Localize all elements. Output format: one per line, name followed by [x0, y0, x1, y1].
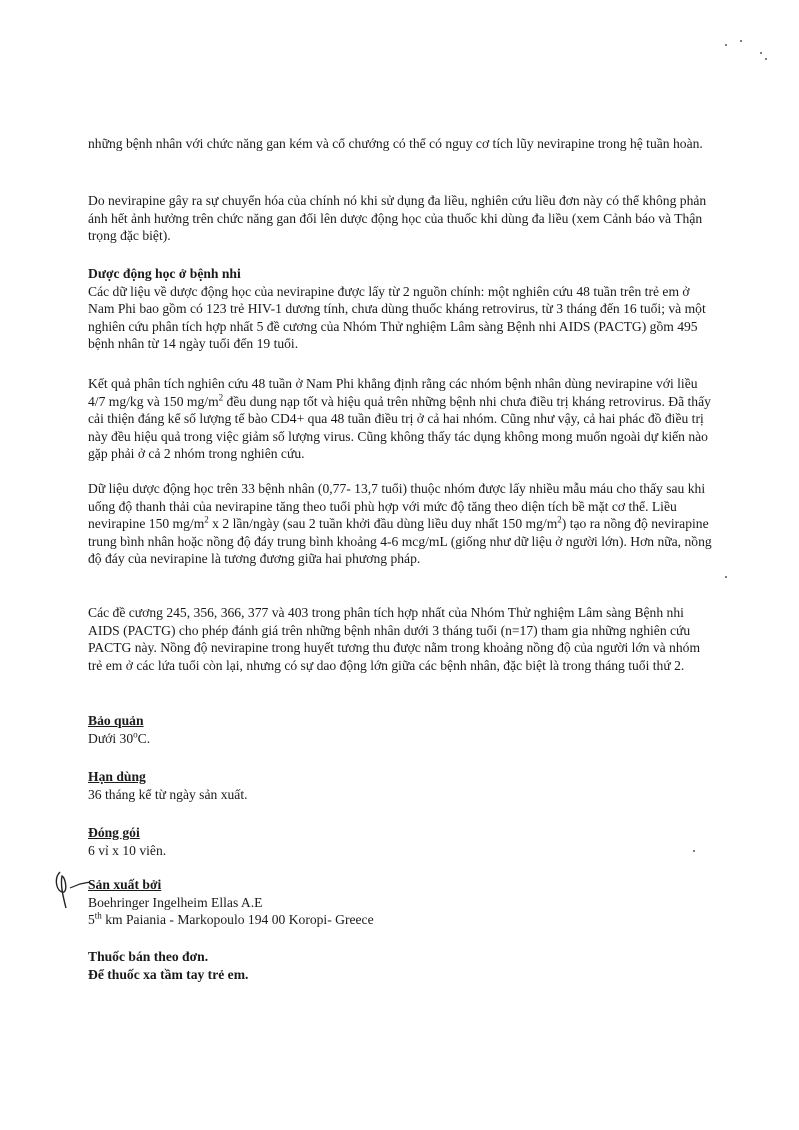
scan-speck: [693, 850, 695, 852]
paragraph-pk-data: [88, 480, 716, 568]
scan-speck: [765, 58, 767, 60]
paragraph-liver-accumulation: [88, 135, 716, 153]
manufacturer-name: Boehringer Ingelheim Ellas A.E: [88, 894, 263, 910]
paragraph-south-africa-study: [88, 375, 716, 463]
scan-speck: [725, 44, 727, 46]
section-pediatric-pk: [88, 265, 716, 353]
paragraph-multidose-note: [88, 192, 716, 245]
manufacturer-heading: Sản xuất bởi: [88, 877, 162, 892]
section-heading: Dược động học ở bệnh nhi: [88, 266, 241, 281]
scan-speck: [740, 40, 742, 42]
storage-heading: Bảo quản: [88, 713, 144, 728]
paragraph-pactg-protocols: [88, 604, 716, 674]
paragraph-text: Do nevirapine gây ra sự chuyển hóa của chính nó khi sử dụng đa liều, nghiên cứu liều đơn này có thể không phản ánh hết ảnh hưởng trên chức năng gan đối lên dược động học của thuốc khi dùng đa liều (xem Cảnh báo và Thận trọng đặc biệt).: [88, 193, 707, 244]
shelf-life-heading: Hạn dùng: [88, 769, 146, 784]
section-shelf-life: [88, 768, 716, 803]
manufacturer-address: 5th km Paiania - Markopoulo 194 00 Koropi- Greece: [88, 910, 374, 928]
paragraph-text: Các dữ liệu về dược động học của nevirapine được lấy từ 2 nguồn chính: một nghiên cứu 48 tuần trên trẻ em ở Nam Phi bao gồm có 123 trẻ HIV-1 dương tính, chưa dùng thuốc kháng retrovirus, từ 3 tháng đến 16 tuổi; và một nghiên cứu phân tích hợp nhất 5 đề cương của Nhóm Thử nghiệm Lâm sàng Bệnh nhi AIDS (PACTG) gồm 495 bệnh nhân từ 14 ngày tuổi đến 19 tuổi.: [88, 283, 706, 352]
paragraph-text: những bệnh nhân với chức năng gan kém và cổ chướng có thể có nguy cơ tích lũy nevirapine trong hệ tuần hoàn.: [88, 136, 703, 151]
scan-speck: [760, 52, 762, 54]
paragraph-text: Các đề cương 245, 356, 366, 377 và 403 trong phân tích hợp nhất của Nhóm Thử nghiệm Lâm sàng Bệnh nhi AIDS (PACTG) cho phép đánh giá trên những bệnh nhân dưới 3 tháng tuổi (n=17) tham gia những nghiên cứu PACTG này. Nồng độ nevirapine trong huyết tương thu được nằm trong khoảng nồng độ của người lớn và nhóm trẻ em ở các lứa tuổi còn lại, nhưng có sự dao động lớn giữa các bệnh nhân, đặc biệt là trong tháng tuổi thứ 2.: [88, 605, 701, 673]
packaging-text: 6 vỉ x 10 viên.: [88, 842, 167, 858]
scan-speck: [725, 576, 727, 578]
shelf-life-text: 36 tháng kể từ ngày sản xuất.: [88, 786, 248, 802]
paragraph-text: Kết quả phân tích nghiên cứu 48 tuần ở Nam Phi khẳng định rằng các nhóm bệnh nhân dùng nevirapine với liều 4/7 mg/kg và 150 $mg/m^2$ đều dung nạp tốt và hiệu quả trên những bệnh nhi chưa điều trị kháng retrovirus. Đã thấy cải thiện đáng kể số lượng tế bào CD4+ qua 48 tuần điều trị ở cả hai nhóm. Cũng như vậy, cả hai phác đồ điều trị này đều hiệu quả trong việc giảm số lượng virus. Cũng không thấy tác dụng không mong muốn ngoài dự kiến nào gặp phải ở cả 2 nhóm trong nghiên cứu.: [88, 376, 711, 462]
children-warning: Để thuốc xa tầm tay trẻ em.: [88, 966, 249, 982]
footer-notice: [88, 948, 716, 983]
section-storage: [88, 712, 716, 747]
paragraph-text: Dữ liệu dược động học trên 33 bệnh nhân (0,77- 13,7 tuổi) thuộc nhóm được lấy nhiều mẫu máu cho thấy sau khi uống độ thanh thải của nevirapine tăng theo tuổi phù hợp với mức độ tăng theo diện tích bề mặt cơ thể. Liều nevirapine 150 $mg/m^2$ x 2 lần/ngày (sau 2 tuần khởi đầu dùng liều duy nhất 150 $mg/m^2$) tạo ra nồng độ nevirapine trung bình nhân hoặc nồng độ đáy trung bình khoảng 4-6 mcg/mL (giống như dữ liệu ở người lớn). Hơn nữa, nồng độ đáy của nevirapine là tương đương giữa hai phương pháp.: [88, 481, 712, 567]
handwritten-mark: [52, 866, 92, 912]
storage-text: Dưới 30$^o$C.: [88, 729, 151, 746]
prescription-notice: Thuốc bán theo đơn.: [88, 949, 209, 964]
packaging-heading: Đóng gói: [88, 825, 140, 840]
section-manufacturer: [88, 876, 716, 929]
section-packaging: [88, 824, 716, 859]
